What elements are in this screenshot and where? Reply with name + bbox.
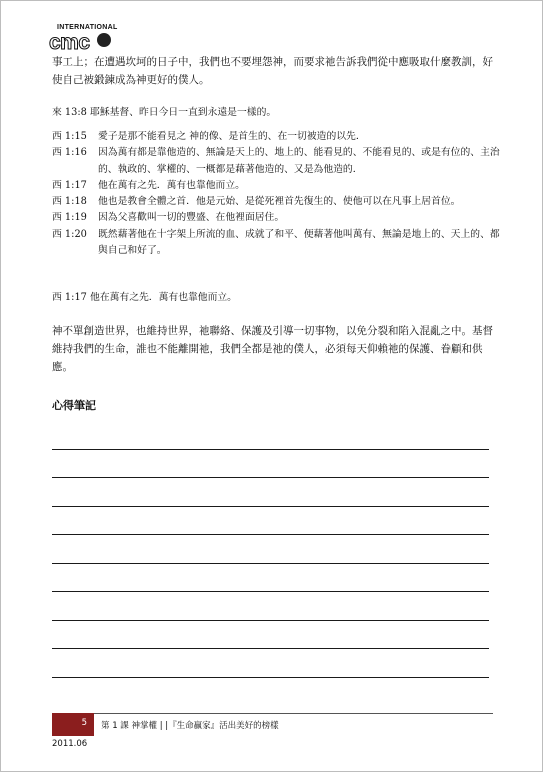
note-line[interactable]	[52, 421, 489, 450]
cmc-logo	[47, 23, 119, 53]
intro-paragraph: 事工上；在遭遇坎坷的日子中，我們也不要埋怨神，而要求祂告訴我們從中應吸取什麼教訓，好使自己被鍛鍊成為神更好的僕人。	[52, 56, 493, 86]
verse-text: 他在萬有之先．萬有也靠他而立。	[98, 179, 245, 191]
verse-text: 他也是教會全體之首．他是元始、是從死裡首先復生的、使他可以在凡事上居首位。	[98, 196, 461, 208]
logo-cmc-text: cmc	[49, 31, 90, 54]
note-line[interactable]	[52, 564, 489, 593]
note-line[interactable]	[52, 621, 489, 650]
footer-date: 2011.06	[52, 739, 88, 749]
note-line[interactable]	[52, 535, 489, 564]
verse-text: 既然藉著他在十字架上所流的血、成就了和平、便藉著他叫萬有、無論是地上的、天上的、都與自己和好了。	[98, 228, 500, 257]
verse-text: 因為父喜歡叫一切的豐盛、在他裡面居住。	[98, 212, 285, 224]
notes-heading: 心得筆記	[52, 399, 96, 412]
verse-row	[52, 194, 507, 210]
note-line[interactable]	[52, 478, 489, 507]
verse-ref: 西 1:20	[52, 228, 87, 240]
verse-repeat: 西 1:17 他在萬有之先．萬有也靠他而立。	[52, 292, 237, 303]
note-line[interactable]	[52, 592, 489, 621]
verse-row	[52, 227, 507, 260]
note-line[interactable]	[52, 450, 489, 479]
verse-ref: 西 1:16	[52, 147, 87, 159]
closing-paragraph: 神不單創造世界，也維持世界，祂聯絡、保護及引導一切事物，以免分裂和陷入混亂之中。基督維持我們的生命，誰也不能離開祂，我們全都是祂的僕人，必須每天仰賴祂的保護、眷顧和供應。	[52, 325, 493, 373]
footer-title: 第 1 課 神掌權 | |『生命贏家』活出美好的榜樣	[101, 721, 279, 731]
footer-divider	[52, 713, 493, 714]
verse-ref: 西 1:19	[52, 212, 87, 224]
verse-row	[52, 210, 507, 226]
verse-ref: 西 1:15	[52, 131, 87, 142]
verse-row	[52, 178, 507, 194]
verse-list	[52, 129, 507, 259]
verse-text: 愛子是那不能看見之 神的像、是首生的、在一切被造的以先．	[98, 131, 366, 142]
page-number-badge: 5	[52, 713, 94, 736]
notes-lines[interactable]	[52, 421, 489, 678]
verse-ref: 西 1:18	[52, 196, 87, 208]
verse-hebrews: 來 13:8 耶穌基督、昨日今日一直到永遠是一樣的。	[52, 107, 277, 118]
logo-international-text: INTERNATIONAL	[57, 24, 118, 31]
verse-row	[52, 145, 507, 178]
note-line[interactable]	[52, 649, 489, 678]
verse-ref: 西 1:17	[52, 179, 87, 191]
globe-icon	[97, 33, 111, 47]
verse-text: 因為萬有都是靠他造的、無論是天上的、地上的、能看見的、不能看見的、或是有位的、主治的、執政的、掌權的、一概都是藉著他造的、又是為他造的．	[98, 147, 500, 175]
verse-row	[52, 129, 507, 145]
note-line[interactable]	[52, 507, 489, 536]
